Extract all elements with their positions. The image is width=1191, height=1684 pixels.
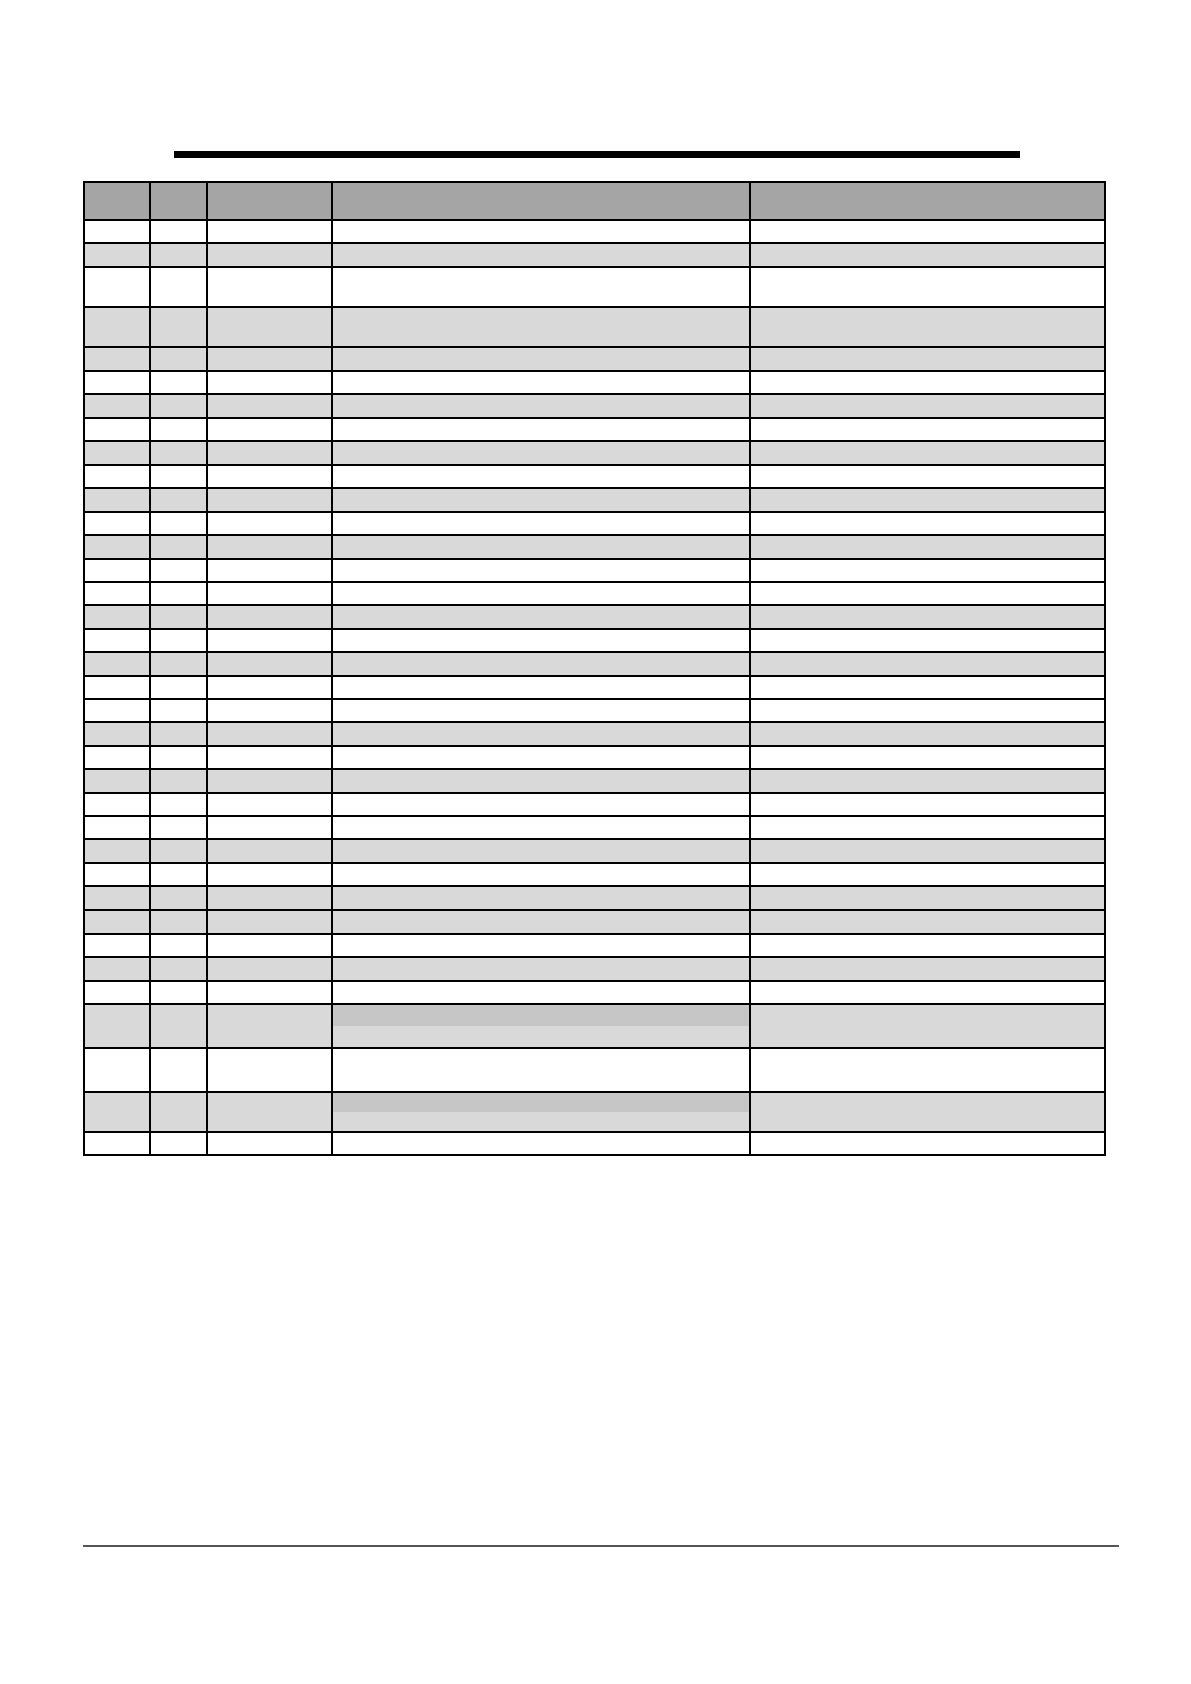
table-cell [208,466,333,487]
table-cell [751,244,1104,266]
table-cell [751,466,1104,487]
table-row [85,747,1104,770]
table-cell [208,1049,333,1091]
table-cell [151,723,208,745]
table-cell [751,723,1104,745]
table-cell [751,1049,1104,1091]
footer-rule [83,1545,1119,1547]
table-cell [751,887,1104,909]
table-cell [333,887,751,909]
table-cell [151,1049,208,1091]
table-cell [151,1005,208,1047]
table-cell [85,308,151,346]
table-cell [333,1093,751,1131]
table-row [85,887,1104,911]
table-cell [208,395,333,417]
table-cell [333,308,751,346]
table-row [85,583,1104,606]
table-cell [333,817,751,838]
table-cell [751,747,1104,768]
table-cell [751,308,1104,346]
header-cell [333,183,751,219]
table-cell [333,700,751,721]
table-row [85,536,1104,560]
table-cell [333,372,751,393]
table-cell [751,489,1104,511]
table-cell [751,583,1104,604]
table-cell [208,308,333,346]
table-cell [208,770,333,792]
table-row [85,700,1104,723]
table-row [85,489,1104,513]
table-cell [85,887,151,909]
table-row [85,840,1104,864]
header-cell [208,183,333,219]
table-cell [751,442,1104,464]
table-cell [208,630,333,651]
table-cell [85,817,151,838]
table-cell [333,982,751,1003]
table-cell [151,244,208,266]
table-cell [85,489,151,511]
table-cell [85,513,151,534]
table-cell [151,1133,208,1154]
table-row [85,1093,1104,1133]
table-cell [151,606,208,628]
table-cell [151,794,208,815]
table-cell [208,348,333,370]
table-cell [85,536,151,558]
table-cell [208,442,333,464]
table-cell [208,268,333,306]
table-cell [151,419,208,440]
table-cell [208,583,333,604]
table-row [85,794,1104,817]
table-row [85,419,1104,442]
cell-band-bottom [333,1112,749,1131]
table-cell [333,536,751,558]
table-cell [151,747,208,768]
cell-band-top [333,1093,749,1112]
table-row [85,244,1104,268]
table-cell [333,864,751,885]
table-cell [208,958,333,980]
table-row [85,770,1104,794]
table-cell [333,1049,751,1091]
table-cell [208,1133,333,1154]
table-cell [208,700,333,721]
table-cell [151,489,208,511]
table-cell [208,982,333,1003]
table-cell [333,1005,751,1047]
table-cell [85,935,151,956]
table-cell [208,817,333,838]
table-cell [751,1093,1104,1131]
table-cell [333,958,751,980]
table-cell [151,442,208,464]
table-cell [208,513,333,534]
table-cell [85,677,151,698]
table-cell [85,583,151,604]
table-cell [85,466,151,487]
table-cell [85,653,151,675]
table-header-row [85,183,1104,221]
table-cell [751,958,1104,980]
table-cell [85,348,151,370]
table-cell [751,1005,1104,1047]
table-cell [333,794,751,815]
table-cell [208,935,333,956]
table-cell [151,560,208,581]
table-cell [208,653,333,675]
table-row [85,268,1104,308]
table-row [85,442,1104,466]
table-cell [751,770,1104,792]
table-row [85,606,1104,630]
table-cell [751,513,1104,534]
table-cell [85,911,151,933]
table-cell [751,794,1104,815]
table-cell [333,770,751,792]
table-body [85,221,1104,1156]
table-cell [751,372,1104,393]
table-row [85,372,1104,395]
table-cell [151,653,208,675]
table-cell [85,395,151,417]
table-cell [751,817,1104,838]
table-cell [751,700,1104,721]
table-cell [751,268,1104,306]
table-cell [85,700,151,721]
table-row [85,677,1104,700]
table-cell [151,513,208,534]
cell-band-top [333,1005,749,1026]
cell-band-bottom [333,1026,749,1047]
table-cell [208,372,333,393]
table-cell [85,268,151,306]
table-cell [85,958,151,980]
table-cell [751,911,1104,933]
table-row [85,395,1104,419]
table-row [85,958,1104,982]
table-cell [85,244,151,266]
table-cell [751,840,1104,862]
table-row [85,817,1104,840]
table-cell [333,489,751,511]
table-cell [85,1133,151,1154]
table-cell [151,864,208,885]
table-cell [151,372,208,393]
table-cell [151,677,208,698]
table-cell [208,723,333,745]
table-cell [85,221,151,242]
table-cell [751,395,1104,417]
header-cell [751,183,1104,219]
table-row [85,723,1104,747]
table-cell [333,244,751,266]
table-cell [85,419,151,440]
table-cell [151,536,208,558]
table-cell [85,372,151,393]
table-row [85,911,1104,935]
table-cell [85,723,151,745]
table-cell [333,840,751,862]
header-cell [85,183,151,219]
table-cell [85,840,151,862]
table-cell [333,221,751,242]
table-cell [151,982,208,1003]
table-cell [751,536,1104,558]
table-cell [208,244,333,266]
table-cell [208,840,333,862]
table-cell [751,348,1104,370]
table-cell [333,268,751,306]
table-cell [751,606,1104,628]
table-cell [751,653,1104,675]
table-cell [151,466,208,487]
table-cell [333,935,751,956]
table-cell [85,794,151,815]
table-row [85,221,1104,244]
table-cell [85,864,151,885]
table-cell [208,887,333,909]
table-cell [85,442,151,464]
table-cell [751,419,1104,440]
table-cell [333,442,751,464]
table-row [85,348,1104,372]
table-row [85,653,1104,677]
table-cell [151,395,208,417]
table-cell [85,1093,151,1131]
table-cell [333,466,751,487]
table-cell [208,864,333,885]
table-cell [208,911,333,933]
table-cell [85,982,151,1003]
table-cell [208,419,333,440]
table-cell [333,395,751,417]
table-cell [151,700,208,721]
table-cell [85,606,151,628]
table-cell [208,560,333,581]
table-cell [85,1005,151,1047]
table-cell [151,221,208,242]
table-cell [333,513,751,534]
table-row [85,466,1104,489]
table-row [85,935,1104,958]
table-cell [151,308,208,346]
table-row [85,864,1104,887]
table-cell [208,606,333,628]
table-row [85,560,1104,583]
table-row [85,1133,1104,1156]
table-cell [333,723,751,745]
table-cell [751,630,1104,651]
table-cell [751,221,1104,242]
table-cell [151,958,208,980]
table-cell [208,677,333,698]
table-cell [208,1093,333,1131]
table-row [85,308,1104,348]
table-cell [333,677,751,698]
table-cell [751,982,1104,1003]
table-cell [85,630,151,651]
data-table [83,181,1106,1156]
table-cell [208,794,333,815]
table-cell [208,747,333,768]
table-row [85,513,1104,536]
table-cell [751,1133,1104,1154]
table-cell [151,817,208,838]
table-cell [333,606,751,628]
table-cell [333,747,751,768]
table-cell [333,419,751,440]
table-cell [333,1133,751,1154]
table-cell [751,677,1104,698]
table-cell [85,560,151,581]
table-cell [151,935,208,956]
table-cell [751,560,1104,581]
table-cell [208,489,333,511]
table-cell [85,747,151,768]
table-cell [208,221,333,242]
table-cell [333,348,751,370]
table-cell [333,630,751,651]
table-cell [151,770,208,792]
table-cell [151,911,208,933]
table-cell [151,630,208,651]
table-row [85,1049,1104,1093]
table-cell [151,1093,208,1131]
table-cell [751,864,1104,885]
table-cell [85,1049,151,1091]
table-cell [85,770,151,792]
table-cell [151,583,208,604]
table-row [85,982,1104,1005]
table-cell [151,348,208,370]
table-cell [333,653,751,675]
table-row [85,630,1104,653]
table-cell [333,560,751,581]
table-cell [151,887,208,909]
table-cell [208,536,333,558]
header-cell [151,183,208,219]
table-cell [151,840,208,862]
table-cell [333,583,751,604]
table-row [85,1005,1104,1049]
table-cell [151,268,208,306]
table-cell [751,935,1104,956]
table-cell [333,911,751,933]
table-cell [208,1005,333,1047]
title-rule [174,151,1020,158]
